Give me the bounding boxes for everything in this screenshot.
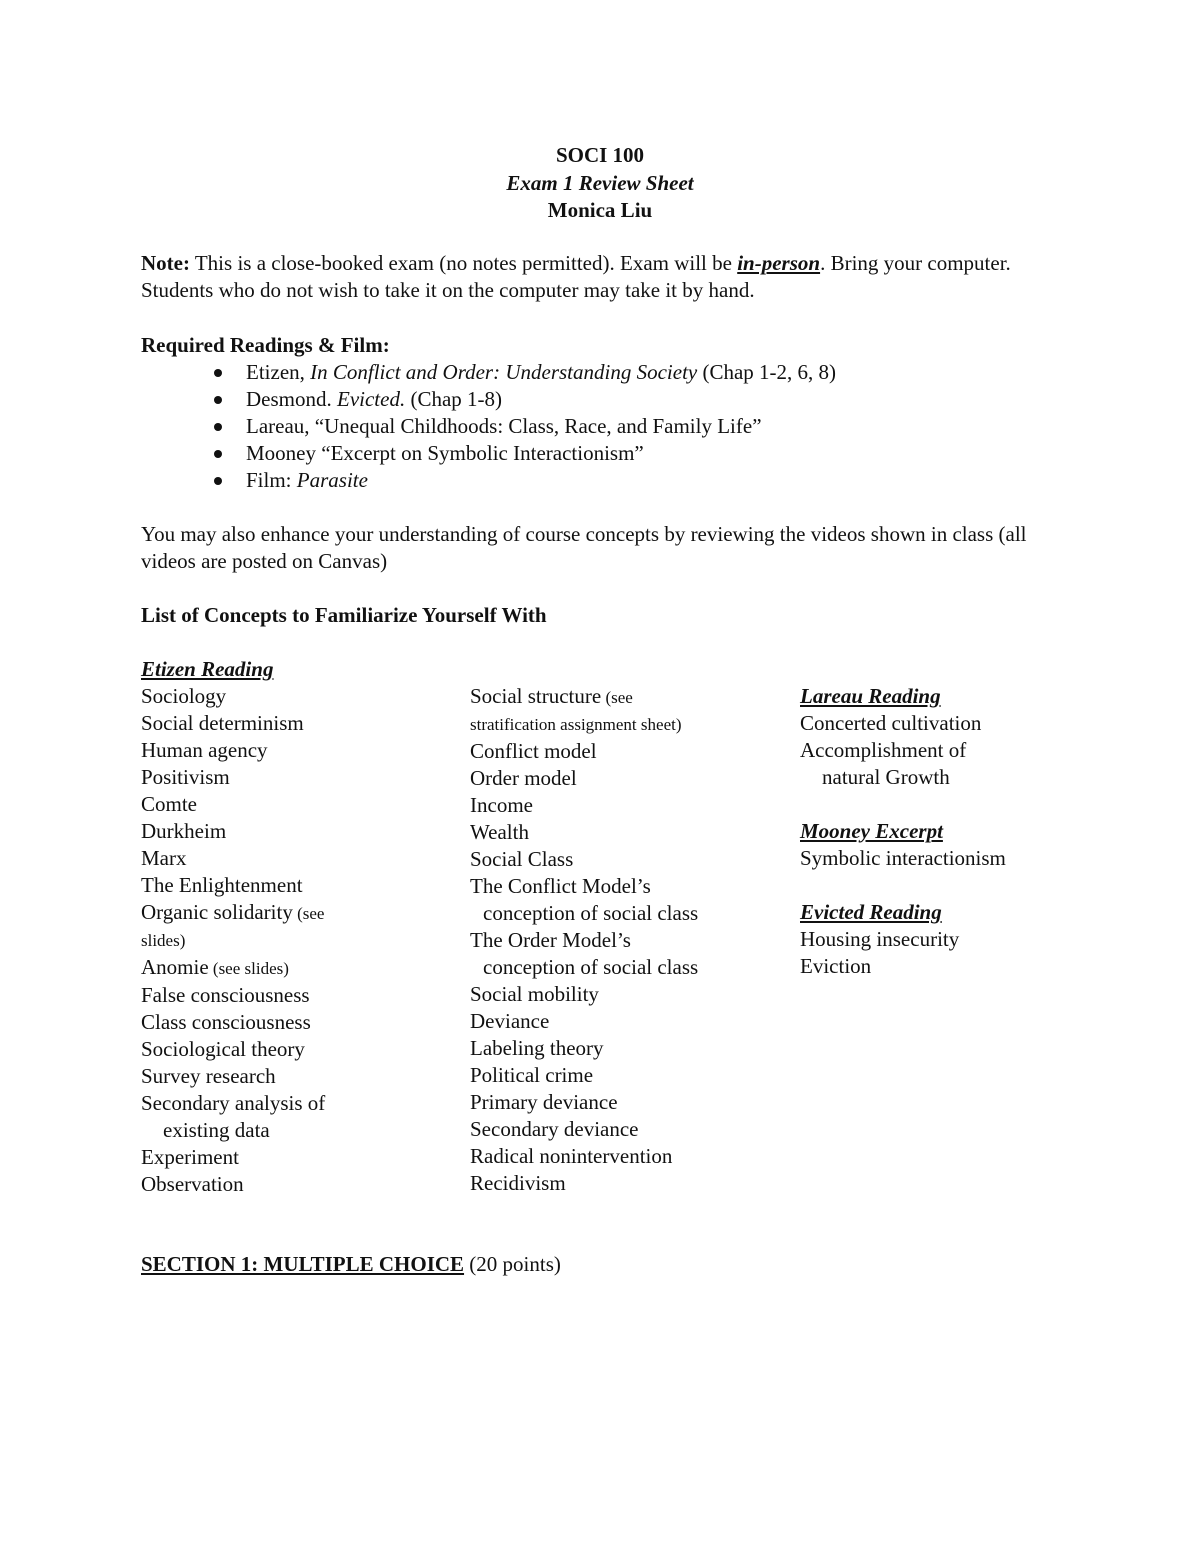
- readings-list: [141, 359, 1061, 494]
- course-title: SOCI 100: [555, 143, 645, 167]
- lareau-heading: Lareau Reading: [800, 684, 941, 708]
- concept-item: Anomie (see slides): [141, 955, 289, 979]
- concept-item: Symbolic interactionism: [800, 846, 1006, 870]
- section-heading: [141, 1251, 561, 1278]
- concept-item: The Conflict Model’s: [470, 874, 651, 898]
- mooney-heading: Mooney Excerpt: [800, 819, 943, 843]
- concept-item: Secondary analysis of: [141, 1091, 326, 1115]
- section-points: (20 points): [464, 1252, 561, 1276]
- concept-item: Organic solidarity (see: [141, 900, 325, 924]
- concept-item: Eviction: [800, 954, 872, 978]
- reading-item: Etizen, In Conflict and Order: Understanding Society (Chap 1-2, 6, 8): [141, 359, 1061, 386]
- instructor-name: Monica Liu: [547, 198, 653, 222]
- concept-item: Human agency: [141, 738, 268, 762]
- concept-item: Observation: [141, 1172, 244, 1196]
- concept-note: slides): [141, 931, 186, 950]
- note-emphasis: in-person: [737, 251, 821, 275]
- concept-item: Secondary deviance: [470, 1117, 639, 1141]
- concept-item: Sociological theory: [141, 1037, 305, 1061]
- concept-item: Wealth: [470, 820, 529, 844]
- concept-item: Comte: [141, 792, 197, 816]
- etizen-heading: Etizen Reading: [141, 657, 274, 681]
- reading-item: Film: Parasite: [141, 467, 1061, 494]
- concepts-title: List of Concepts to Familiarize Yourself With: [141, 603, 547, 627]
- reading-item: Desmond. Evicted. (Chap 1-8): [141, 386, 1061, 413]
- structure-concepts-column: [470, 683, 790, 1197]
- concept-item-cont: existing data: [163, 1118, 270, 1142]
- note-text-1: This is a close-booked exam (no notes permitted). Exam will be: [189, 251, 738, 275]
- concept-item: Radical nonintervention: [470, 1144, 673, 1168]
- spacer: [800, 872, 1100, 899]
- concept-item: Order model: [470, 766, 577, 790]
- concept-item: Social structure (see: [470, 684, 633, 708]
- note-text-2: . Bring your computer. Students who do not wish to take it on the computer may take it by hand.: [141, 251, 1011, 302]
- concept-item: Positivism: [141, 765, 230, 789]
- concept-item: The Order Model’s: [470, 928, 631, 952]
- concept-item: Recidivism: [470, 1171, 566, 1195]
- etizen-concepts-column: [141, 656, 461, 1198]
- readings-title: Required Readings & Film:: [141, 333, 390, 357]
- enhance-paragraph: You may also enhance your understanding of course concepts by reviewing the videos shown in class (all videos are posted on Canvas): [141, 522, 1027, 573]
- concept-item: Concerted cultivation: [800, 711, 982, 735]
- bullet-icon: [214, 423, 222, 431]
- concept-item: Social Class: [470, 847, 574, 871]
- bullet-icon: [214, 369, 222, 377]
- required-readings: [141, 332, 1061, 494]
- concept-item: Political crime: [470, 1063, 594, 1087]
- concept-item: Sociology: [141, 684, 227, 708]
- note-label: Note:: [141, 251, 190, 275]
- spacer: [800, 791, 1100, 818]
- reading-item: Mooney “Excerpt on Symbolic Interactionism”: [141, 440, 1061, 467]
- evicted-heading: Evicted Reading: [800, 900, 942, 924]
- concept-item-cont: conception of social class: [483, 955, 699, 979]
- concept-item: Survey research: [141, 1064, 276, 1088]
- concept-item: Housing insecurity: [800, 927, 960, 951]
- bullet-icon: [214, 396, 222, 404]
- concept-item: Experiment: [141, 1145, 239, 1169]
- bullet-icon: [214, 477, 222, 485]
- concept-item: Labeling theory: [470, 1036, 604, 1060]
- concept-item: Social determinism: [141, 711, 304, 735]
- concept-item: Accomplishment of: [800, 738, 967, 762]
- concept-item: Conflict model: [470, 739, 597, 763]
- concept-item-cont: conception of social class: [483, 901, 699, 925]
- concept-item: Deviance: [470, 1009, 550, 1033]
- exam-subtitle: Exam 1 Review Sheet: [506, 170, 694, 195]
- bullet-icon: [214, 450, 222, 458]
- concept-item: The Enlightenment: [141, 873, 303, 897]
- concept-item: Marx: [141, 846, 187, 870]
- concept-item: Primary deviance: [470, 1090, 618, 1114]
- reading-item: Lareau, “Unequal Childhoods: Class, Race, and Family Life”: [141, 413, 1061, 440]
- concept-item: False consciousness: [141, 983, 310, 1007]
- concept-item: Class consciousness: [141, 1010, 311, 1034]
- concept-item: Social mobility: [470, 982, 599, 1006]
- concept-item-cont: natural Growth: [822, 765, 950, 789]
- readings-concepts-column: [800, 683, 1100, 980]
- section-title: SECTION 1: MULTIPLE CHOICE: [141, 1252, 465, 1276]
- exam-note: [141, 250, 1061, 304]
- concept-note: stratification assignment sheet): [470, 715, 682, 734]
- document-header: [0, 142, 1200, 225]
- concept-item: Income: [470, 793, 533, 817]
- concept-item: Durkheim: [141, 819, 227, 843]
